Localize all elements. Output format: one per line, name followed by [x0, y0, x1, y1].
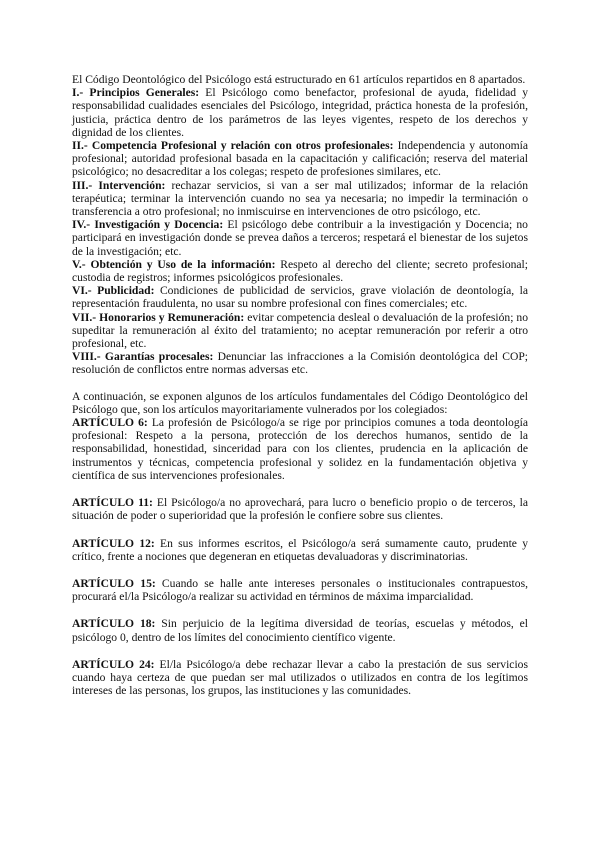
article-text: El Psicólogo/a no aprovechará, para lucro o beneficio propio o de terceros, la situación de poder o superioridad que la profesión le confiere sobre sus clientes. [72, 496, 528, 523]
section-text: Independencia y autonomía profesional; autoridad profesional basada en la capacitación y calificación; reserva del material psicológico; no desacreditar a los colegas; respeto de profesiones similares, etc. [72, 139, 528, 179]
section-text: El psicólogo debe contribuir a la investigación y Docencia; no participará en investigación donde se prevea daños a terceros; respetará el bienestar de los sujetos de la investigación; etc. [72, 218, 528, 258]
article-heading: ARTÍCULO 6: [72, 416, 148, 430]
intro-paragraph: El Código Deontológico del Psicólogo está estructurado en 61 artículos repartidos en 8 apartados. [72, 73, 526, 86]
article-heading: ARTÍCULO 24: [72, 657, 155, 671]
section-text: Denunciar las infracciones a la Comisión deontológica del COP; resolución de conflictos entre normas adversas etc. [72, 350, 528, 377]
section-text: rechazar servicios, si van a ser mal utilizados; informar de la relación terapéutica; terminar la intervención cuando no sea ya necesaria; no impedir la terminación o transferencia a otro profesional; no inmiscuirse en intervenciones de otro psicólogo, etc. [72, 178, 528, 219]
section-investigacion-docencia [72, 218, 528, 258]
article-text: La profesión de Psicólogo/a se rige por principios comunes a toda deontología profesional: Respeto a la persona, protección de los derechos humanos, sentido de la responsabilidad, honestidad, sinceridad para con los clientes, prudencia en la aplicación de instrumentos y técnicas, competencia profesional y solidez en la fundamentación objetiva y científica de sus intervenciones profesionales. [72, 416, 529, 482]
section-honorarios [72, 311, 528, 351]
article-12 [72, 537, 528, 563]
section-heading: VI.- Publicidad: [72, 284, 155, 298]
section-publicidad [72, 284, 528, 310]
section-heading: VII.- Honorarios y Remuneración: [72, 310, 245, 324]
article-heading: ARTÍCULO 18: [72, 617, 156, 631]
article-heading: ARTÍCULO 11: [72, 496, 153, 510]
section-heading: V.- Obtención y Uso de la información: [72, 257, 276, 271]
section-text: Respeto al derecho del cliente; secreto profesional; custodia de registros; informes psicológicos profesionales. [72, 257, 528, 285]
section-text: evitar competencia desleal o devaluación de la profesión; no supeditar la remuneración al éxito del tratamiento; no aceptar remuneración por referir a otro profesional, etc. [72, 310, 528, 351]
article-6 [72, 416, 528, 482]
section-heading: III.- Intervención: [72, 178, 166, 192]
article-24 [72, 658, 528, 698]
section-heading: II.- Competencia Profesional y relación con otros profesionales: [72, 139, 394, 153]
article-heading: ARTÍCULO 12: [72, 536, 155, 550]
article-18 [72, 617, 528, 643]
section-heading: IV.- Investigación y Docencia: [72, 218, 224, 232]
section-intervencion [72, 179, 528, 219]
continuation-paragraph: A continuación, se exponen algunos de los artículos fundamentales del Código Deontológico del Psicólogo que, son los artículos mayoritariamente vulnerados por los colegiados: [72, 389, 528, 416]
section-text: El Psicólogo como benefactor, profesional de ayuda, fidelidad y responsabilidad cualidades esenciales del Psicólogo, integridad, práctica honesta de la profesión, justicia, práctica dentro de los parámetros de las leyes vigentes, respeto de los derechos y dignidad de los clientes. [72, 86, 529, 139]
section-principios-generales [72, 86, 528, 139]
section-obtencion-informacion [72, 258, 528, 284]
section-heading: VIII.- Garantías procesales: [72, 350, 214, 364]
document-page [72, 73, 528, 697]
article-15 [72, 577, 528, 603]
section-garantias-procesales [72, 350, 528, 376]
article-text: En sus informes escritos, el Psicólogo/a será sumamente cauto, prudente y crítico, frente a nociones que degeneran en etiquetas devaluadoras y discriminatorias. [72, 536, 528, 563]
section-text: Condiciones de publicidad de servicios, grave violación de deontología, la representación fraudulenta, no usar su nombre profesional con fines comerciales; etc. [72, 284, 528, 311]
article-11 [72, 496, 528, 522]
article-heading: ARTÍCULO 15: [72, 576, 156, 590]
article-text: El/la Psicólogo/a debe rechazar llevar a cabo la prestación de sus servicios cuando haya certeza de que puedan ser mal utilizados o utilizados en contra de los legítimos intereses de las personas, los grupos, las instituciones y las comunidades. [72, 657, 528, 698]
section-heading: I.- Principios Generales: [72, 86, 200, 100]
section-competencia-profesional [72, 139, 528, 179]
article-text: Sin perjuicio de la legítima diversidad de teorías, escuelas y métodos, el psicólogo 0, dentro de los límites del conocimiento científico vigente. [72, 617, 528, 644]
article-text: Cuando se halle ante intereses personales o institucionales contrapuestos, procurará el/la Psicólogo/a realizar su actividad en términos de máxima imparcialidad. [72, 576, 528, 604]
